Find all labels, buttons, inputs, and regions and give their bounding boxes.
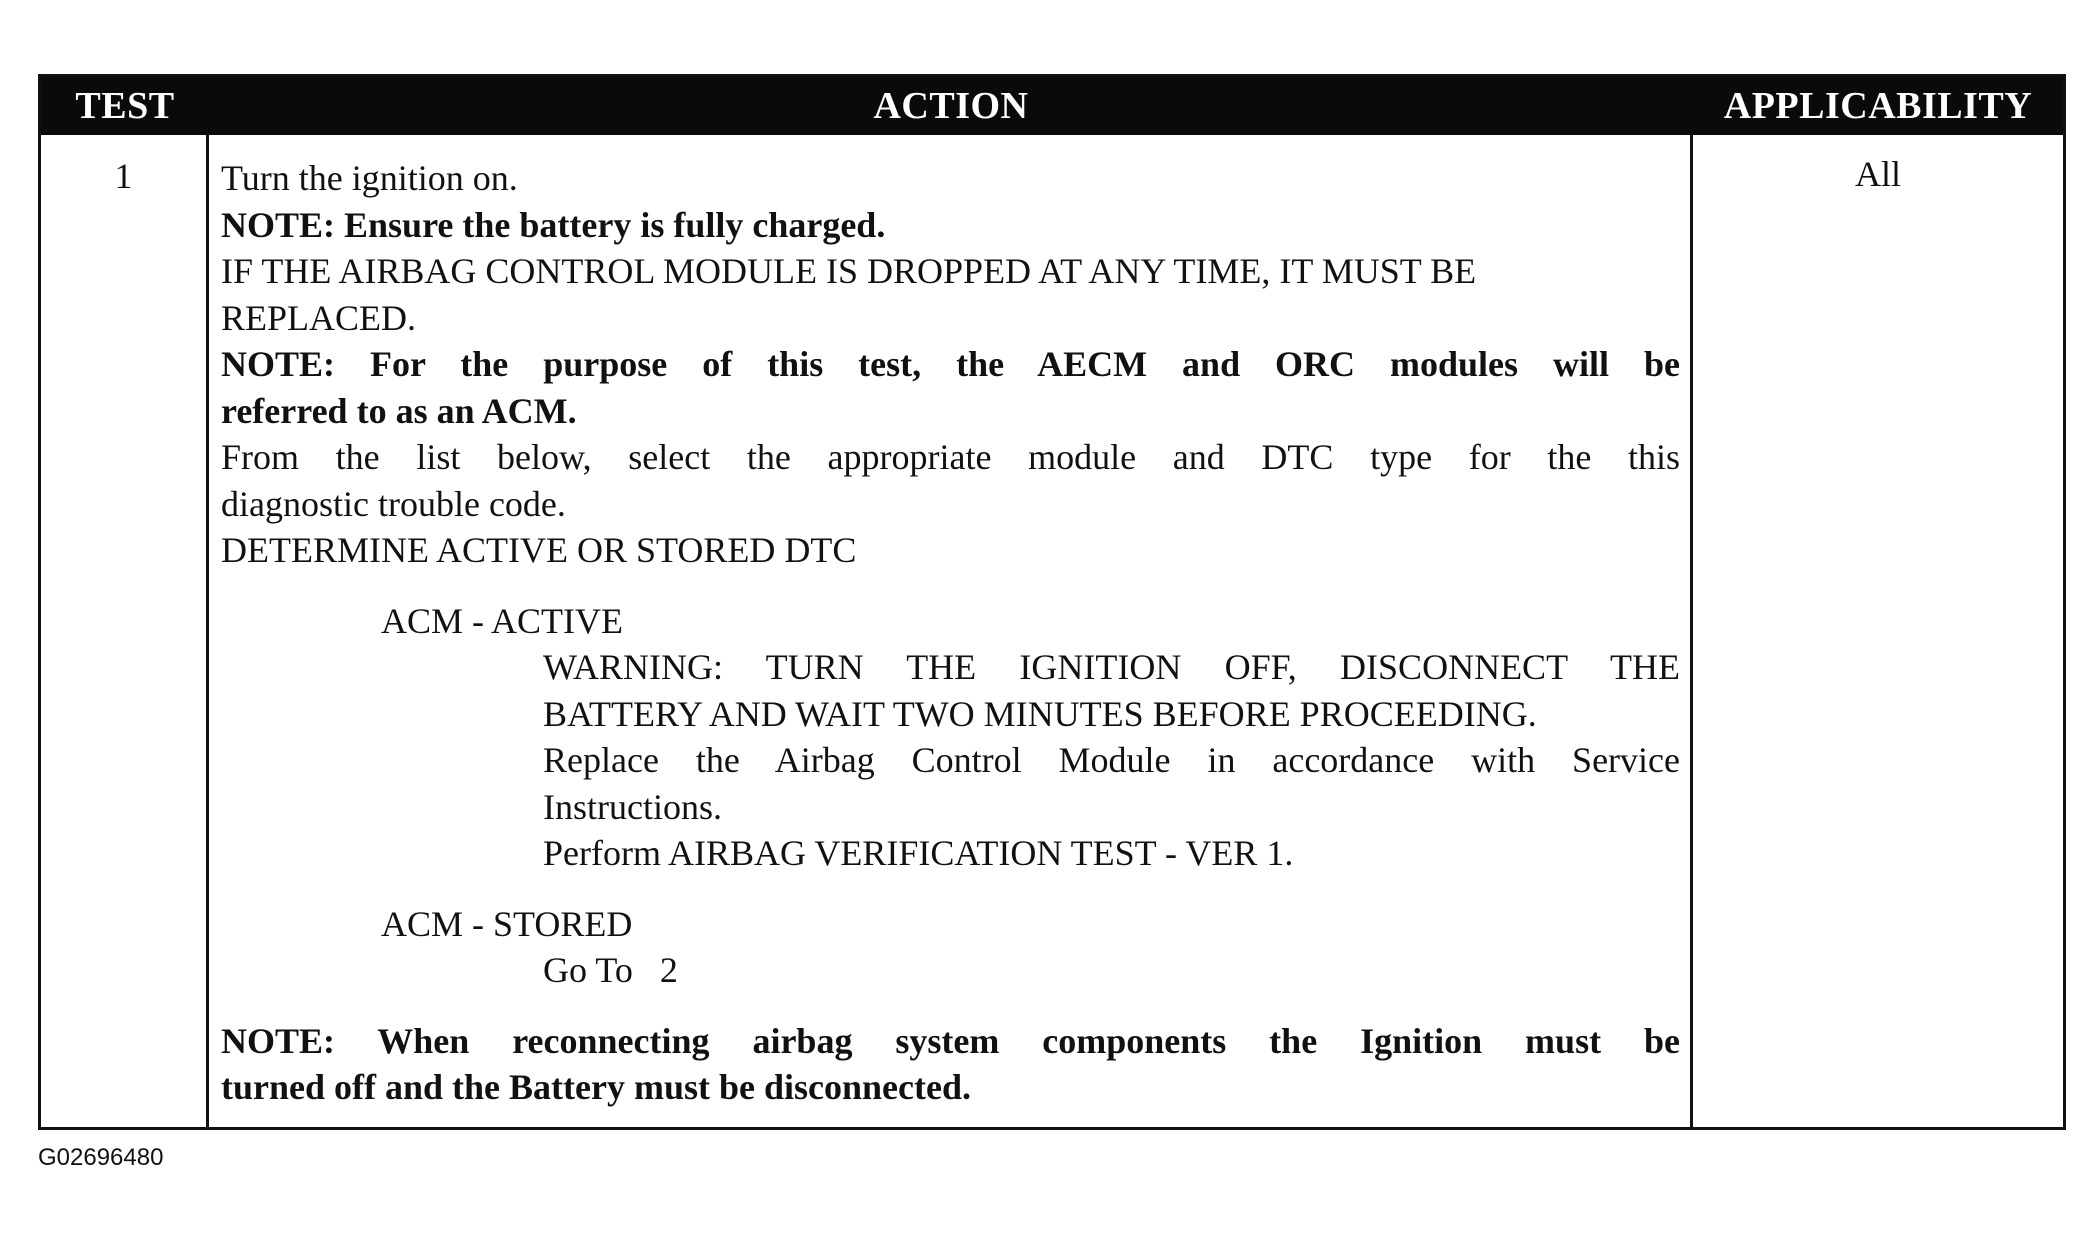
warning-dropped-line1: IF THE AIRBAG CONTROL MODULE IS DROPPED AT ANY TIME, IT MUST BE <box>221 251 1477 291</box>
active-warning-line1: WARNING: TURN THE IGNITION OFF, DISCONNECT THE <box>543 647 1680 687</box>
option-acm-stored: ACM - STORED <box>381 903 633 944</box>
applicability-value: All <box>1854 154 1901 194</box>
active-replace-line2: Instructions. <box>543 786 722 827</box>
test-procedure-table <box>38 74 2066 1130</box>
option-acm-active: ACM - ACTIVE <box>381 600 623 641</box>
table-header-row <box>41 77 2063 135</box>
action-step-ignition: Turn the ignition on. <box>221 158 518 198</box>
final-note-line1: NOTE: When reconnecting airbag system components the Ignition must be <box>221 1020 1680 1061</box>
determine-dtc: DETERMINE ACTIVE OR STORED DTC <box>221 530 857 570</box>
note-purpose-line2: referred to as an ACM. <box>221 390 577 431</box>
instruction-select-line2: diagnostic trouble code. <box>221 483 566 524</box>
instruction-select-line1: From the list below, select the appropriate module and DTC type for the this <box>221 437 1680 477</box>
action-cell <box>209 135 1693 1127</box>
header-test: TEST <box>75 85 175 127</box>
header-action: ACTION <box>873 85 1029 127</box>
spacer <box>221 877 1680 901</box>
figure-id: G02696480 <box>38 1144 164 1171</box>
header-applicability: APPLICABILITY <box>1723 85 2033 127</box>
spacer <box>221 574 1680 598</box>
final-note-line2: turned off and the Battery must be disconnected. <box>221 1067 971 1107</box>
active-warning-line2: BATTERY AND WAIT TWO MINUTES BEFORE PROCEEDING. <box>543 693 1537 734</box>
note-battery: NOTE: Ensure the battery is fully charged. <box>221 204 886 245</box>
active-perform-test: Perform AIRBAG VERIFICATION TEST - VER 1. <box>543 833 1294 873</box>
warning-dropped-line2: REPLACED. <box>221 297 417 338</box>
stored-goto: Go To 2 <box>543 950 678 990</box>
note-purpose-line1: NOTE: For the purpose of this test, the AECM and ORC modules will be <box>221 344 1680 384</box>
active-replace-line1: Replace the Airbag Control Module in accordance with Service <box>543 740 1680 780</box>
spacer <box>221 994 1680 1018</box>
table-row <box>41 135 2063 1127</box>
test-number: 1 <box>41 135 209 1127</box>
